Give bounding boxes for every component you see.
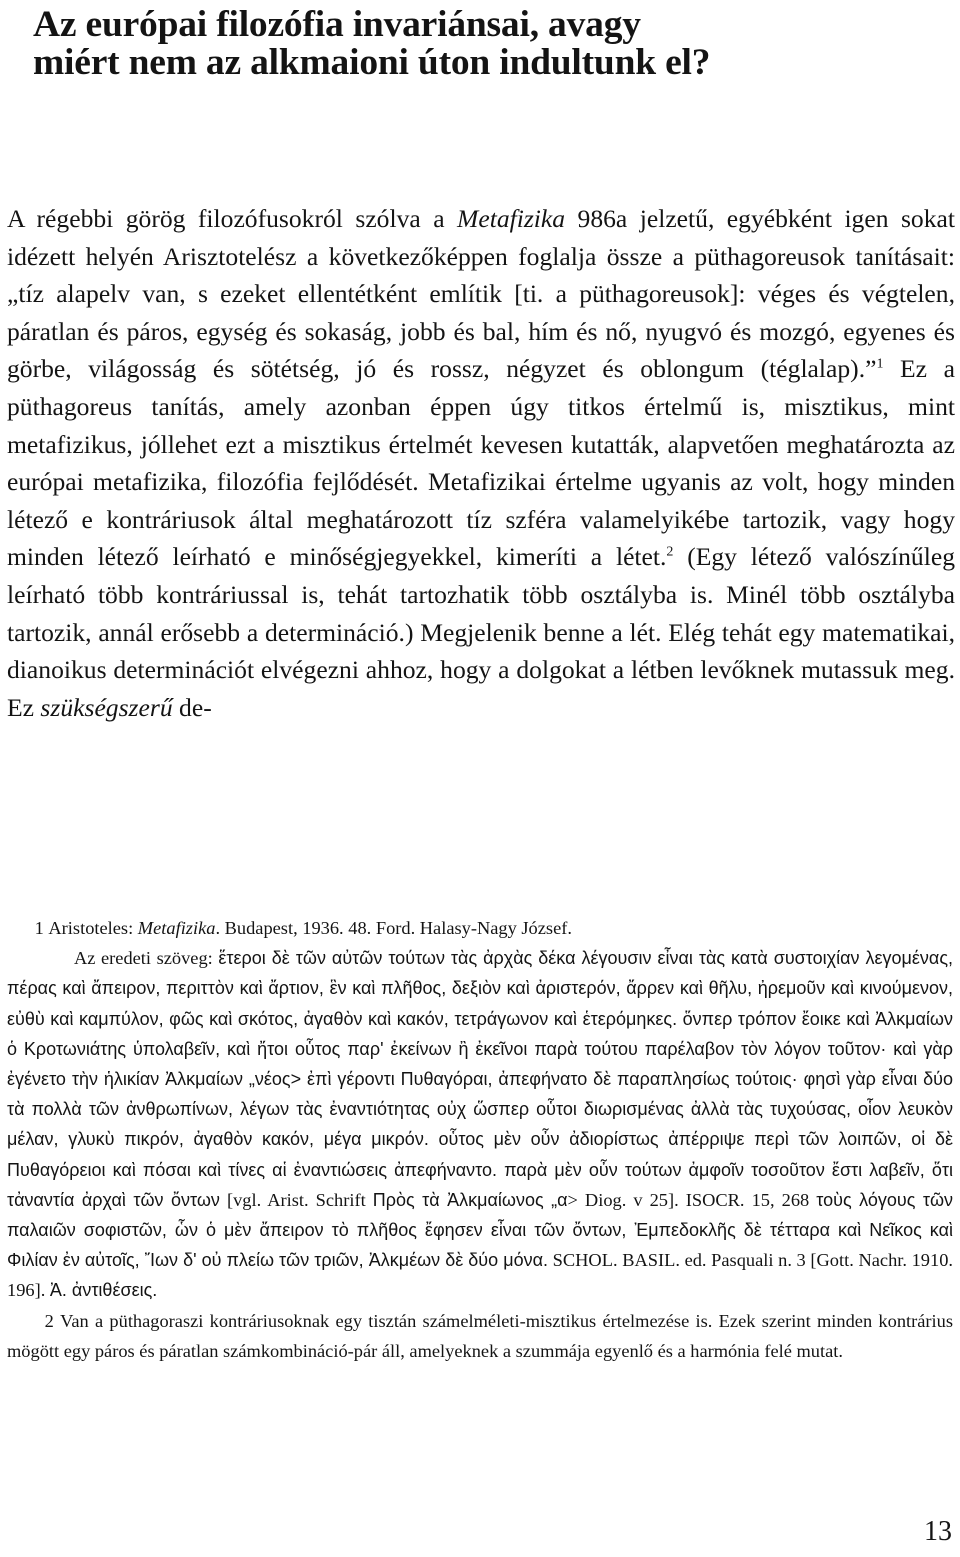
body-italic-title: Metafizika [457,204,566,233]
footnote-text: Aristoteles: [48,918,138,938]
footnote-text: . Budapest, 1936. 48. Ford. Halasy-Nagy József. [215,918,572,938]
footnote-text: [vgl. Arist. Schrift [219,1189,373,1210]
greek-quotation: τοὺς λόγους τῶν παλαιῶν σοφιστῶν, ὧν ὁ μὲν ἄπειρον τὸ πλῆθος ἔφησεν εἶναι τῶν ὄντων, Ἐμπεδοκλῆς δὲ τέτταρα καὶ Νεῖκος καὶ Φιλίαν ἐν αὐτοῖς, Ἴων δ' οὐ πλείω τῶν τριῶν, Ἀλκμέων δὲ δύο μόνα. [7,1189,953,1271]
body-italic-word: szükségszerű [40,692,173,722]
footnote-italic-title: Metafizika [137,918,216,938]
footnote-text: SCHOL. BASIL. ed. Pasquali n. 3 [Gott. Nachr. 1910. 196]. [7,1250,953,1301]
title-line-1: Az európai filozófia invariánsai, avagy [33,4,641,45]
page-number: 13 [924,1516,952,1547]
body-text: 986a jelzetű, egyébként igen sokat idézett helyén Arisztotelész a következőképpen foglalja össze a püthagoreusok tanításait: „tíz alapelv van, s ezeket ellentétként említik [ti. a püthagoreusok]: véges és végtelen, páratlan és páros, egység és sokaság, jobb és bal, hím és nő, nyugvó és mozgó, egyenes és görbe, világosság és sötétség, jó és rossz, négyzet és oblongum (téglalap).” [7,204,955,384]
footnote-reference-2: 2 [666,544,674,560]
footnote-reference-1: 1 [876,356,884,372]
footnote-number: 2 [44,1310,54,1331]
footnote-text: > Diog. v 25]. ISOCR. 15, 268 [567,1189,817,1210]
footnote-text: Van a püthagoraszi kontráriusoknak egy tisztán számelméleti-misztikus értelmezése is. Ezek szerint minden kontrárius mögött egy páros és páratlan számkombináció-pár áll, amelyeknek a szummája egyenlő és a harmónia felé mutat. [7,1310,953,1361]
article-title [33,6,933,82]
greek-quotation: ἕτεροι δὲ τῶν αὐτῶν τούτων τὰς ἀρχὰς δέκα λέγουσιν εἶναι τὰς κατὰ συστοιχίαν λεγομένας, πέρας καὶ ἄπειρον, περιττὸν καὶ ἄρτιον, ἓν καὶ πλῆθος, δεξιὸν καὶ ἀριστερόν, ἄρρεν καὶ θῆλυ, ἠρεμοῦν καὶ κινούμενον, εὐθὺ καὶ καμπύλον, φῶς καὶ σκότος, ἀγαθὸν καὶ κακόν, τετράγωνον καὶ ἑτερόμηκες. ὅνπερ τρόπον ἔοικε καὶ Ἀλκμαίων ὁ Κροτωνιάτης ὑπολαβεῖν, καὶ ἤτοι οὗτος παρ' ἐκείνων ἢ ἐκεῖνοι παρὰ τούτου παρέλαβον τὸν λόγον τοῦτον· καὶ γὰρ ἐγένετο τὴν ἡλικίαν Ἀλκμαίων „νέος> ἐπὶ γέροντι Πυθαγόραι, ἀπεφήνατο δὲ παραπλησίως τούτοις· φησὶ γὰρ εἶναι δύο τὰ πολλὰ τῶν ἀνθρωπίνων, λέγων τὰς ἐναντιότητας οὐχ ὥσπερ οὗτοι διωρισμένας ἀλλὰ τὰς τυχούσας, οἷον λευκὸν μέλαν, γλυκὺ πικρόν, ἀγαθὸν κακόν, μέγα μικρόν. οὗτος μὲν οὖν ἀδιορίστως ἀπέρριψε περὶ τῶν λοιπῶν, οἱ δὲ Πυθαγόρειοι καὶ πόσαι καὶ τίνες αἱ ἐναντιώσεις ἀπεφήναντο. παρὰ μὲν οὖν τούτων ἀμφοῖν τοσοῦτον ἔστι λαβεῖν, ὅτι τἀναντία ἀρχαὶ τῶν ὄντων [7,948,953,1210]
greek-quotation: Ἀ. ἀντιθέσεις. [49,1280,158,1301]
body-text: de- [172,692,212,722]
greek-title: Πρὸς τὰ Ἀλκμαίωνος „α [372,1189,568,1210]
body-text: (Egy létező valószínűleg leírható több kontráriussal is, tehát tartozhatik több osztályba is. Minél több osztályba tartozik, annál erősebb a determináció.) Megjelenik benne a lét. Elég tehát egy matematikai, dianoikus determinációt elvégezni ahhoz, hogy a dolgokat a létben levőknek mutassuk meg. Ez [7,542,955,722]
footnote-number: 1 [34,918,44,938]
title-line-2: miért nem az alkmaioni úton indultunk el? [33,42,711,83]
footnote-2 [7,1306,953,1366]
footnote-1 [7,913,953,1306]
body-text: Ez a püthagoreus tanítás, amely azonban éppen úgy titkos értelmű is, misztikus, mint metafizikus, jóllehet ezt a misztikus értelmét kevesen kutatták, alapvetően meghatározta az európai metafizika, filozófia fejlődését. Metafizikai értelme ugyanis az volt, hogy minden létező e kontráriusok által meghatározott tíz szféra valamelyikébe tartozik, vagy hogy minden létező leírható e minőségjegyekkel, kimeríti a létet. [7,354,955,572]
footnote-text: Az eredeti szöveg: [73,948,219,969]
body-text: A régebbi görög filozófusokról szólva a [7,204,458,233]
body-paragraph [7,200,955,726]
footnotes [7,913,953,1366]
